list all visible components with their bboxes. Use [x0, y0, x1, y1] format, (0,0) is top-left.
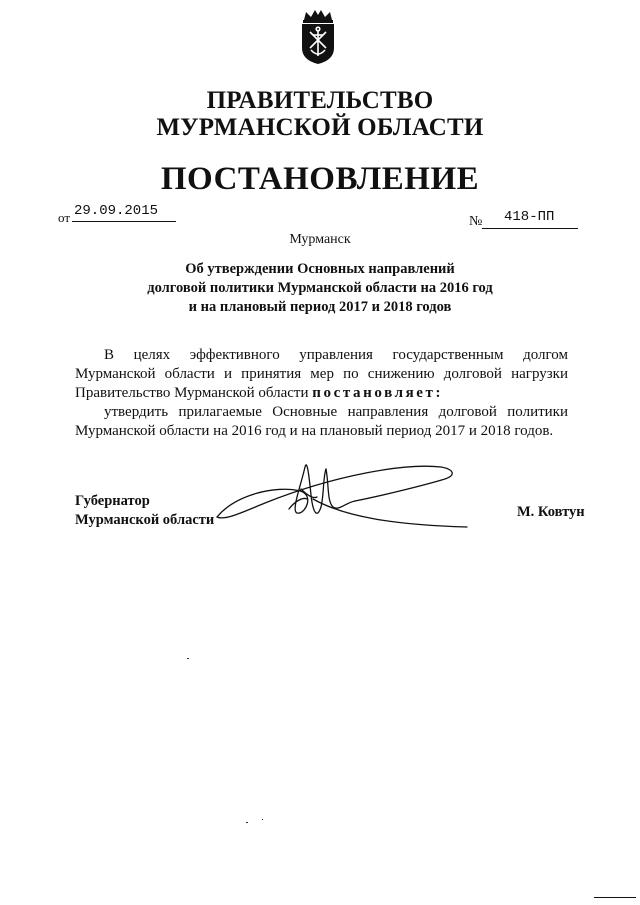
decree-word: постановляет	[312, 385, 436, 401]
coat-of-arms-icon	[296, 8, 340, 66]
city: Мурманск	[289, 232, 351, 247]
subject-line: Об утверждении Основных направлений	[185, 261, 455, 277]
subject-line: долговой политики Мурманской области на 2016 год	[147, 280, 493, 296]
signatory-title	[75, 492, 214, 530]
footer-rule	[594, 897, 636, 898]
document-body	[75, 346, 568, 441]
scan-speck	[246, 822, 248, 823]
date-label: от	[58, 210, 71, 225]
resolution-paragraph: утвердить прилагаемые Основные направления долговой политики Мурманской области на 2016 год и на плановый период 2017 и 2018 годов.	[75, 404, 568, 439]
document-type-title: ПОСТАНОВЛЕНИЕ	[160, 161, 480, 197]
scan-speck	[262, 819, 263, 820]
preamble-paragraph	[75, 346, 568, 403]
handwritten-signature-icon	[205, 455, 475, 535]
subject-line: и на плановый период 2017 и 2018 годов	[188, 299, 452, 315]
decree-colon: :	[435, 385, 441, 401]
signatory-title-line2: Мурманской области	[75, 512, 215, 528]
scan-speck	[187, 658, 189, 659]
number-label: №	[469, 214, 483, 229]
document-date: 29.09.2015	[74, 203, 159, 219]
number-underline	[482, 228, 578, 229]
organization-name-line2: МУРМАНСКОЙ ОБЛАСТИ	[156, 114, 484, 141]
document-subject	[0, 260, 640, 317]
organization-name-line1: ПРАВИТЕЛЬСТВО	[206, 87, 434, 114]
date-underline	[72, 221, 176, 222]
signer-name: М. Ковтун	[517, 504, 585, 520]
preamble-text: В целях эффективного управления государственным долгом Мурманской области и принятия мер по снижению долговой нагрузки Правительство Мурманской области	[75, 347, 568, 401]
document-number: 418-ПП	[504, 209, 555, 225]
signatory-title-line1: Губернатор	[75, 493, 150, 509]
